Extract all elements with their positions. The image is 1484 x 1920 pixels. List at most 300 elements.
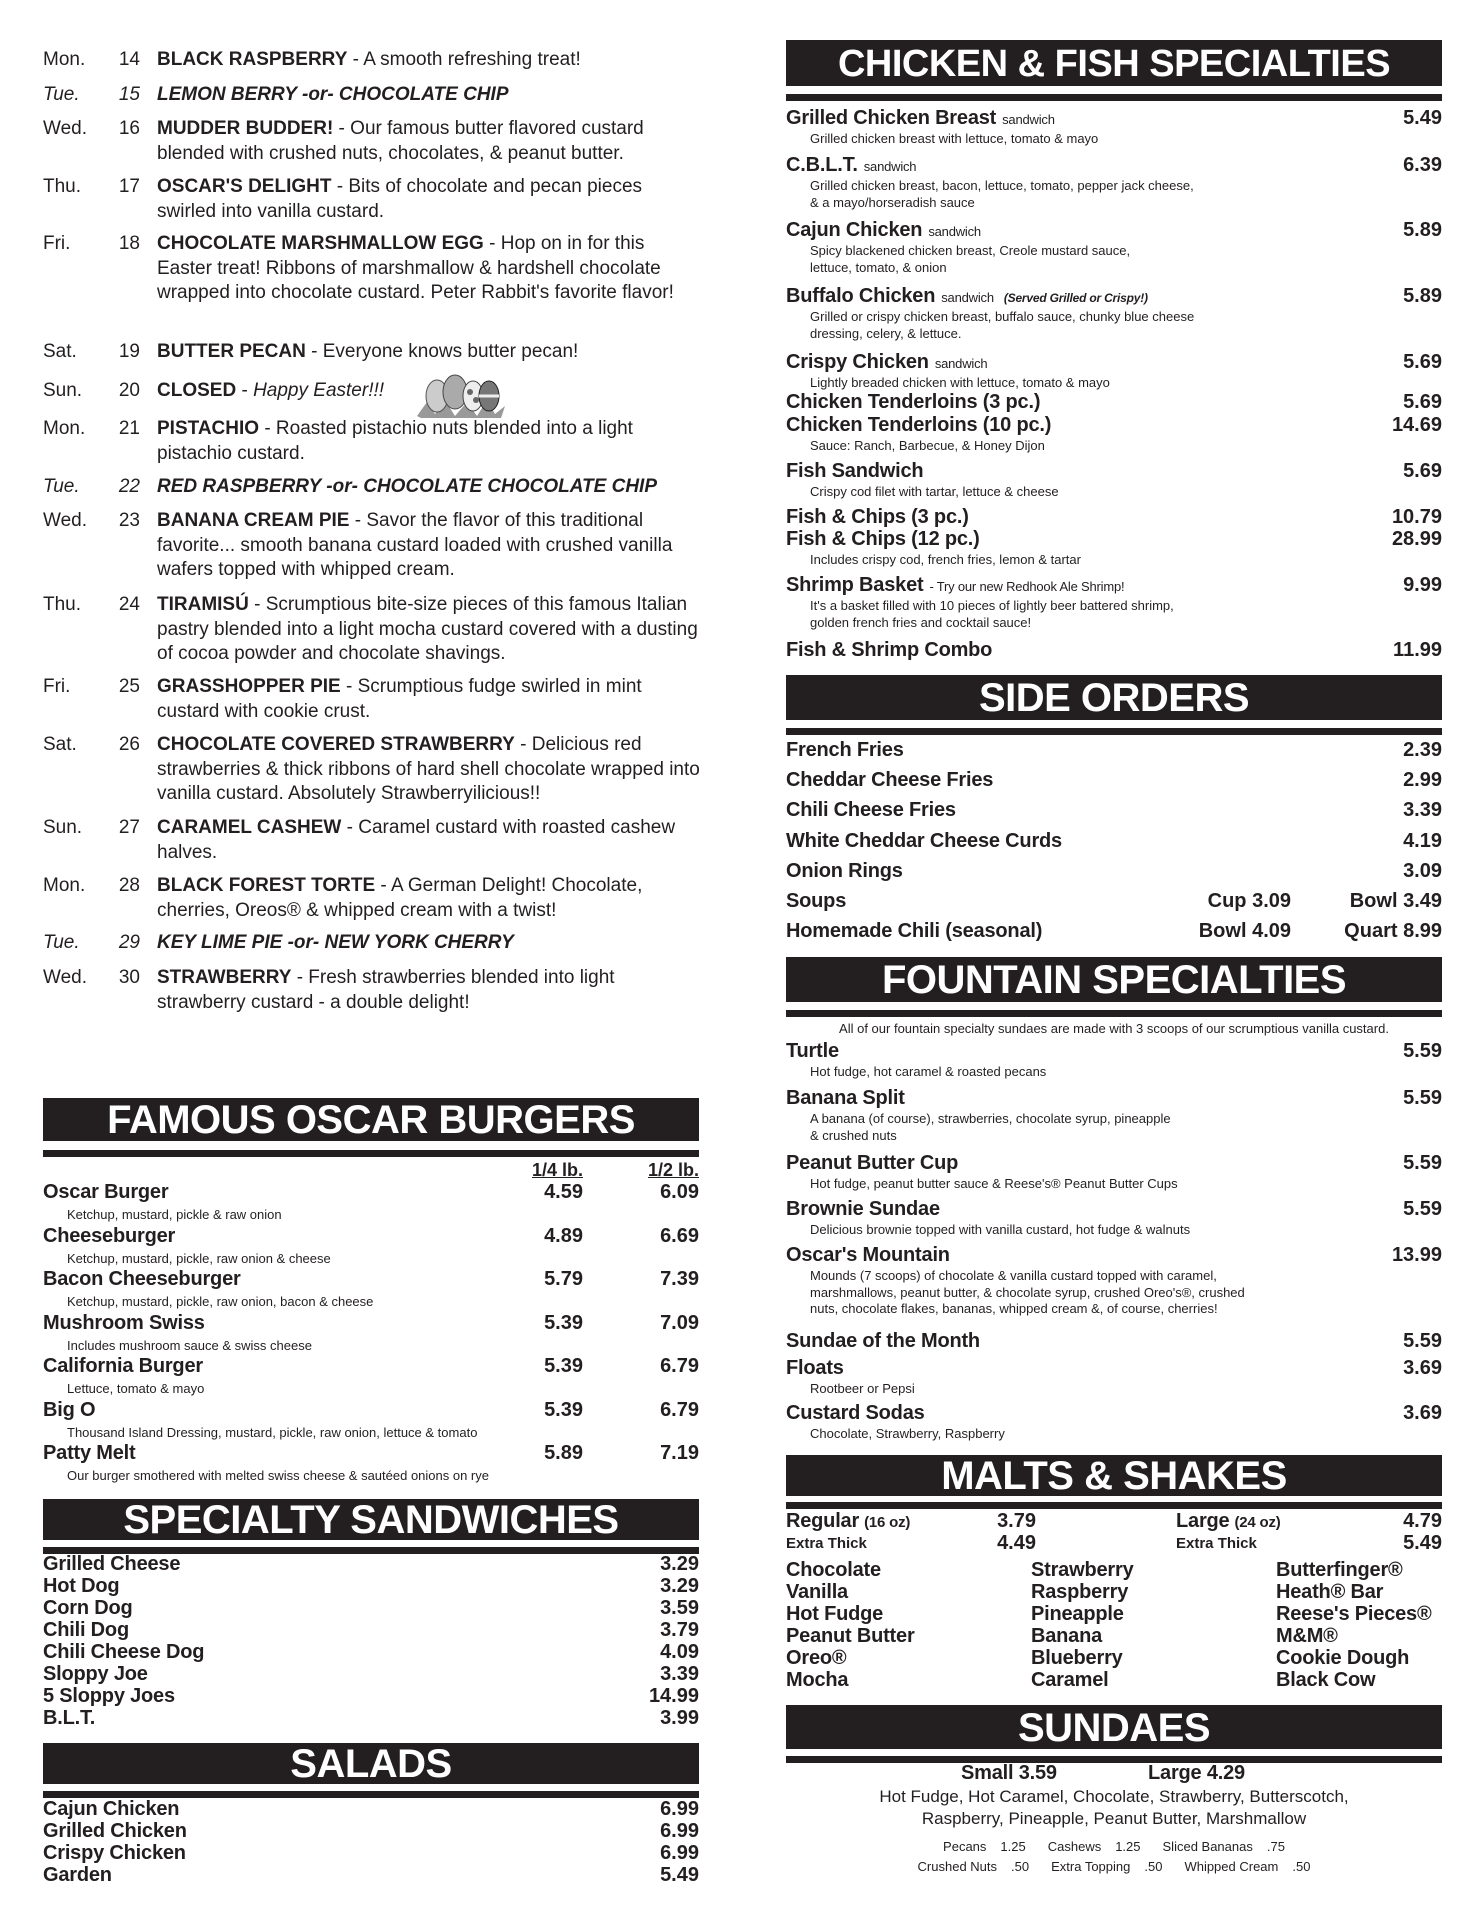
side-price: Quart 8.99: [1344, 920, 1442, 943]
menu-item-price: 3.69: [1403, 1357, 1442, 1379]
calendar-date: 20: [118, 380, 140, 401]
flavor-description: - Scrumptious bite-size pieces of this famous Italian pastry blended into a light mocha custard covered with a dusting of cocoa powder and chocolate shavings.: [157, 594, 698, 664]
menu-item-price: 28.99: [1391, 528, 1442, 550]
calendar-day: Sun.: [43, 817, 83, 838]
item-name: Fish & Chips (3 pc.): [786, 506, 969, 528]
item-name: Floats: [786, 1357, 844, 1379]
shake-flavor: Chocolate: [786, 1559, 881, 1581]
burger-name: Bacon Cheeseburger: [43, 1268, 241, 1290]
menu-item-name: [786, 1244, 950, 1267]
flavor-description: - Roasted pistachio nuts blended into a light pistachio custard.: [157, 418, 633, 464]
menu-item-description: golden french fries and cocktail sauce!: [810, 614, 1032, 630]
burger-price-half: 7.19: [660, 1442, 699, 1464]
burger-name: Cheeseburger: [43, 1224, 176, 1247]
menu-item-name: [786, 506, 969, 529]
menu-item-description: Sauce: Ranch, Barbecue, & Honey Dijon: [810, 438, 1045, 453]
menu-item-name: [786, 460, 923, 483]
menu-item-price: 10.79: [1391, 506, 1442, 528]
menu-item-name: Chili Dog: [43, 1619, 129, 1641]
menu-item-name: [786, 154, 916, 177]
section-rule: [43, 1791, 699, 1798]
item-name: Turtle: [786, 1040, 839, 1062]
flavor-name: KEY LIME PIE -or- NEW YORK CHERRY: [157, 932, 514, 953]
flavor-description: - A smooth refreshing treat!: [347, 49, 581, 70]
menu-item-description: A banana (of course), strawberries, chocolate syrup, pineapple: [810, 1111, 1171, 1126]
menu-item-description: Crispy cod filet with tartar, lettuce & cheese: [810, 484, 1059, 499]
calendar-flavor-entry: [157, 417, 702, 466]
menu-item-name: Sloppy Joe: [43, 1663, 148, 1685]
side-name: Homemade Chili (seasonal): [786, 920, 1043, 943]
shake-flavor: Hot Fudge: [786, 1603, 884, 1625]
menu-item-price: 6.99: [660, 1820, 699, 1842]
flavor-description: - Caramel custard with roasted cashew halves.: [157, 817, 676, 863]
calendar-flavor-entry: [157, 232, 702, 306]
menu-item-name: [786, 351, 987, 374]
item-name: Sundae of the Month: [786, 1330, 980, 1352]
calendar-day: Mon.: [43, 49, 86, 70]
item-suffix: sandwich: [941, 290, 994, 305]
flavor-name: CLOSED: [157, 380, 237, 401]
menu-item-price: 5.69: [1403, 351, 1442, 373]
burger-description: Our burger smothered with melted swiss cheese & sautéed onions on rye: [67, 1468, 489, 1483]
menu-item-price: 5.59: [1403, 1330, 1442, 1352]
shake-flavor: Vanilla: [786, 1581, 848, 1603]
addon-name: Crushed Nuts: [917, 1859, 998, 1874]
menu-item-name: Corn Dog: [43, 1597, 133, 1619]
calendar-day: Tue.: [43, 932, 80, 953]
calendar-flavor-entry: [157, 593, 702, 667]
menu-item-description: Delicious brownie topped with vanilla custard, hot fudge & walnuts: [810, 1222, 1191, 1237]
burger-price-quarter: 5.39: [544, 1355, 583, 1377]
extra-thick-label: Extra Thick: [1176, 1535, 1257, 1552]
menu-item-description: Mounds (7 scoops) of chocolate & vanilla custard topped with caramel,: [810, 1268, 1217, 1283]
menu-item-price: 3.79: [660, 1619, 699, 1641]
item-name: Fish Sandwich: [786, 460, 924, 482]
burger-name: Oscar Burger: [43, 1181, 169, 1203]
shake-flavor: Heath® Bar: [1276, 1581, 1384, 1603]
item-name: Shrimp Basket: [786, 574, 924, 596]
item-suffix: sandwich: [928, 224, 981, 239]
calendar-flavor-entry: [157, 340, 702, 365]
calendar-date: 15: [118, 84, 140, 105]
menu-item-price: 5.89: [1403, 219, 1442, 241]
burger-name: Mushroom Swiss: [43, 1311, 205, 1334]
regular-extra-thick-price: 4.49: [997, 1532, 1036, 1554]
shake-flavor: Oreo®: [786, 1647, 847, 1669]
burger-price-quarter: 5.39: [544, 1311, 583, 1334]
addon-price: .50: [1292, 1859, 1311, 1874]
calendar-flavor-entry: [157, 874, 702, 923]
flavor-name: OSCAR'S DELIGHT: [157, 176, 332, 197]
addon-name: Sliced Bananas: [1162, 1839, 1253, 1854]
shake-flavor: Reese's Pieces®: [1276, 1603, 1432, 1625]
addon-row: [786, 1859, 1442, 1874]
calendar-day: Sun.: [43, 380, 83, 401]
section-header: SPECIALTY SANDWICHES: [43, 1499, 699, 1540]
addon-price: 1.25: [1000, 1839, 1026, 1854]
burger-price-half: 7.39: [660, 1268, 699, 1290]
menu-item-price: 5.89: [1403, 285, 1442, 307]
calendar-day: Sat.: [43, 734, 77, 755]
side-name: White Cheddar Cheese Curds: [786, 829, 1062, 852]
menu-item-price: 5.69: [1403, 391, 1442, 413]
calendar-day: Thu.: [43, 176, 82, 197]
menu-item-name: B.L.T.: [43, 1707, 96, 1729]
calendar-flavor-entry: [157, 816, 702, 865]
menu-item-description: nuts, chocolate flakes, bananas, whipped cream &, of course, cherries!: [810, 1301, 1218, 1316]
menu-item-description: Hot fudge, peanut butter sauce & Reese's® Peanut Butter Cups: [810, 1176, 1178, 1191]
flavor-name: RED RASPBERRY -or- CHOCOLATE CHOCOLATE CHIP: [157, 476, 658, 497]
calendar-date: 21: [118, 418, 140, 439]
calendar-date: 30: [118, 967, 140, 988]
menu-item-price: 3.59: [660, 1597, 699, 1619]
menu-item-price: 11.99: [1393, 639, 1442, 661]
menu-item-name: [786, 528, 980, 551]
item-name: Chicken Tenderloins (3 pc.): [786, 391, 1041, 413]
menu-item-description: Includes crispy cod, french fries, lemon & tartar: [810, 552, 1081, 567]
burger-price-half: 6.79: [660, 1355, 699, 1377]
calendar-date: 19: [118, 341, 140, 362]
item-name: Crispy Chicken: [786, 351, 929, 373]
sundae-toppings: Hot Fudge, Hot Caramel, Chocolate, Strawberry, Butterscotch,: [879, 1787, 1349, 1806]
menu-item-name: [786, 391, 1040, 414]
burger-description: Lettuce, tomato & mayo: [67, 1381, 205, 1396]
menu-item-name: 5 Sloppy Joes: [43, 1685, 175, 1707]
flavor-description: -: [236, 380, 254, 401]
large-size-label: [1176, 1510, 1281, 1533]
burger-name: Patty Melt: [43, 1442, 136, 1464]
menu-item-price: 5.59: [1403, 1040, 1442, 1062]
burger-price-quarter: 5.79: [544, 1268, 583, 1290]
menu-item-name: Grilled Cheese: [43, 1553, 181, 1575]
burger-price-quarter: 4.59: [544, 1181, 583, 1203]
addon-price: .50: [1011, 1859, 1030, 1874]
menu-item-name: [786, 1152, 958, 1175]
menu-item-description: Rootbeer or Pepsi: [810, 1381, 915, 1396]
calendar-date: 29: [118, 932, 140, 953]
burger-price-quarter: 5.89: [544, 1442, 583, 1464]
flavor-name: PISTACHIO: [157, 418, 260, 439]
shake-flavor: Banana: [1031, 1625, 1103, 1647]
menu-item-price: 5.59: [1403, 1152, 1442, 1174]
sundae-large-price: Large 4.29: [1148, 1762, 1245, 1784]
flavor-description: - Delicious red strawberries & thick ribbons of hard shell chocolate wrapped into vanilla custard. Absolutely Strawberryilicious!!: [157, 734, 700, 804]
side-name: Onion Rings: [786, 859, 903, 882]
item-note: (Served Grilled or Crispy!): [1003, 291, 1148, 305]
item-name: Chicken Tenderloins (10 pc.): [786, 414, 1052, 436]
menu-item-description: It's a basket filled with 10 pieces of lightly beer battered shrimp,: [810, 598, 1174, 613]
calendar-date: 27: [118, 817, 140, 838]
item-suffix: sandwich: [934, 356, 988, 371]
menu-item-name: [786, 285, 1148, 308]
menu-item-description: & crushed nuts: [810, 1127, 897, 1143]
menu-item-description: Grilled or crispy chicken breast, buffalo sauce, chunky blue cheese: [810, 309, 1195, 324]
calendar-date: 26: [118, 734, 140, 755]
section-rule: [786, 1502, 1442, 1509]
menu-item-price: 5.59: [1403, 1198, 1442, 1220]
calendar-flavor-entry: [157, 83, 702, 108]
side-option-price: Bowl 4.09: [1198, 920, 1291, 943]
menu-item-price: 3.69: [1403, 1402, 1442, 1424]
menu-item-description: Lightly breaded chicken with lettuce, tomato & mayo: [810, 375, 1110, 390]
menu-item-price: 14.99: [648, 1685, 699, 1707]
flavor-name: MUDDER BUDDER!: [157, 118, 334, 139]
menu-item-price: 9.99: [1403, 574, 1442, 596]
shake-flavor: Butterfinger®: [1276, 1559, 1403, 1581]
addon-name: Pecans: [943, 1839, 987, 1854]
flavor-description: - Bits of chocolate and pecan pieces swirled into vanilla custard.: [157, 176, 643, 222]
calendar-date: 17: [118, 176, 140, 197]
calendar-day: Mon.: [43, 418, 86, 439]
shake-flavor: Mocha: [786, 1669, 849, 1691]
addon-name: Cashews: [1047, 1839, 1102, 1854]
calendar-flavor-entry: [157, 675, 702, 724]
menu-item-name: Crispy Chicken: [43, 1842, 186, 1864]
calendar-flavor-entry: [157, 475, 702, 500]
burger-description: Ketchup, mustard, pickle & raw onion: [67, 1207, 282, 1222]
menu-item-name: Hot Dog: [43, 1575, 120, 1597]
sundae-small-price: Small 3.59: [961, 1762, 1057, 1784]
shake-flavor: Peanut Butter: [786, 1625, 915, 1647]
section-header: CHICKEN & FISH SPECIALTIES: [786, 40, 1442, 86]
item-name: Buffalo Chicken: [786, 285, 936, 307]
calendar-date: 14: [118, 49, 140, 70]
menu-item-price: 6.99: [660, 1842, 699, 1864]
menu-item-description: Grilled chicken breast with lettuce, tomato & mayo: [810, 131, 1099, 146]
shake-flavor: Strawberry: [1031, 1559, 1134, 1581]
addon-price: .50: [1144, 1859, 1163, 1874]
item-name: C.B.L.T.: [786, 154, 858, 176]
column-header-half-lb: 1/2 lb.: [647, 1160, 699, 1180]
burger-price-half: 6.69: [660, 1224, 699, 1247]
section-header: FAMOUS OSCAR BURGERS: [43, 1098, 699, 1141]
side-name: French Fries: [786, 739, 904, 761]
calendar-date: 25: [118, 676, 140, 697]
flavor-description: - Fresh strawberries blended into light strawberry custard - a double delight!: [157, 967, 615, 1013]
side-option-price: Cup 3.09: [1207, 890, 1291, 912]
flavor-description: - A German Delight! Chocolate, cherries, Oreos® & whipped cream with a twist!: [157, 875, 643, 921]
shake-flavor: Black Cow: [1276, 1669, 1376, 1691]
flavor-name: BLACK RASPBERRY: [157, 49, 348, 70]
side-price: 4.19: [1403, 829, 1442, 852]
menu-item-name: [786, 1198, 940, 1221]
menu-item-price: 3.39: [660, 1663, 699, 1685]
addon-name: Whipped Cream: [1184, 1859, 1279, 1874]
flavor-name: GRASSHOPPER PIE: [157, 676, 341, 697]
menu-item-name: [786, 219, 981, 242]
size-oz: (24 oz): [1234, 1514, 1281, 1531]
menu-item-name: Garden: [43, 1864, 112, 1886]
calendar-flavor-entry: [157, 117, 702, 166]
easter-eggs-icon: [415, 372, 507, 420]
menu-item-name: Cajun Chicken: [43, 1798, 180, 1820]
item-name: Grilled Chicken Breast: [786, 107, 997, 129]
regular-price: 3.79: [997, 1510, 1036, 1532]
shake-flavor: Blueberry: [1031, 1647, 1123, 1669]
item-name: Cajun Chicken: [786, 219, 923, 241]
flavor-name: BUTTER PECAN: [157, 341, 306, 362]
calendar-date: 22: [118, 476, 140, 497]
calendar-date: 28: [118, 875, 140, 896]
calendar-date: 16: [118, 118, 140, 139]
burger-name: Big O: [43, 1398, 96, 1421]
section-rule: [786, 1010, 1442, 1017]
item-name: Custard Sodas: [786, 1402, 925, 1424]
item-name: Banana Split: [786, 1087, 905, 1109]
item-suffix: sandwich: [1002, 112, 1055, 127]
flavor-name: BANANA CREAM PIE: [157, 510, 350, 531]
burger-price-quarter: 5.39: [544, 1398, 583, 1421]
flavor-name: LEMON BERRY -or- CHOCOLATE CHIP: [157, 84, 509, 105]
calendar-day: Sat.: [43, 341, 77, 362]
section-rule: [786, 1756, 1442, 1763]
menu-item-price: 13.99: [1391, 1244, 1442, 1266]
calendar-day: Wed.: [43, 510, 88, 531]
menu-item-price: 5.49: [1403, 107, 1442, 129]
menu-item-price: 6.99: [660, 1798, 699, 1820]
flavor-name: CHOCOLATE MARSHMALLOW EGG: [157, 233, 484, 254]
calendar-day: Mon.: [43, 875, 86, 896]
burger-description: Thousand Island Dressing, mustard, pickle, raw onion, lettuce & tomato: [67, 1424, 478, 1440]
calendar-date: 23: [118, 510, 140, 531]
calendar-day: Thu.: [43, 594, 82, 615]
menu-item-price: 3.99: [660, 1707, 699, 1729]
fountain-note: All of our fountain specialty sundaes are made with 3 scoops of our scrumptious vanilla custard.: [839, 1021, 1389, 1036]
item-suffix: sandwich: [863, 159, 917, 174]
addon-row: [786, 1839, 1442, 1854]
calendar-flavor-entry: [157, 966, 702, 1015]
menu-item-price: 3.29: [660, 1553, 699, 1575]
item-name: Oscar's Mountain: [786, 1244, 950, 1266]
burger-price-half: 6.09: [660, 1181, 699, 1203]
calendar-day: Tue.: [43, 84, 80, 105]
menu-item-price: 5.49: [660, 1864, 699, 1886]
calendar-flavor-entry: [157, 175, 702, 224]
menu-item-description: Spicy blackened chicken breast, Creole mustard sauce,: [810, 243, 1131, 258]
section-header: SALADS: [43, 1743, 699, 1784]
burger-price-half: 7.09: [660, 1311, 699, 1334]
shake-flavor: Pineapple: [1031, 1603, 1124, 1625]
calendar-day: Wed.: [43, 967, 88, 988]
menu-item-name: Grilled Chicken: [43, 1820, 187, 1842]
side-price: 3.39: [1403, 799, 1442, 822]
flavor-description: - Hop on in for this Easter treat! Ribbons of marshmallow & hardshell chocolate wrapped into chocolate custard. Peter Rabbit's favorite flavor!: [157, 233, 674, 303]
item-name: Brownie Sundae: [786, 1198, 940, 1220]
menu-item-price: 4.09: [660, 1641, 699, 1663]
menu-item-name: Chili Cheese Dog: [43, 1641, 205, 1663]
menu-item-name: [786, 414, 1051, 437]
menu-item-price: 3.29: [660, 1575, 699, 1597]
menu-item-name: [786, 1087, 905, 1110]
calendar-day: Tue.: [43, 476, 80, 497]
flavor-description: - Everyone knows butter pecan!: [305, 341, 579, 362]
addon-price: 1.25: [1115, 1839, 1141, 1854]
addon-name: Extra Topping: [1051, 1859, 1131, 1874]
flavor-name: TIRAMISÚ: [157, 594, 249, 615]
menu-item-price: 5.69: [1403, 460, 1442, 482]
menu-item-description: Chocolate, Strawberry, Raspberry: [810, 1426, 1005, 1441]
menu-item-description: dressing, celery, & lettuce.: [810, 325, 962, 341]
menu-item-description: Hot fudge, hot caramel & roasted pecans: [810, 1064, 1047, 1079]
menu-item-description: Grilled chicken breast, bacon, lettuce, tomato, pepper jack cheese,: [810, 178, 1194, 193]
item-name: Peanut Butter Cup: [786, 1152, 959, 1174]
burger-description: Ketchup, mustard, pickle, raw onion, bacon & cheese: [67, 1294, 374, 1309]
menu-item-price: 6.39: [1403, 154, 1442, 176]
extra-thick-label: Extra Thick: [786, 1535, 867, 1552]
side-price: 2.99: [1403, 769, 1442, 792]
calendar-day: Wed.: [43, 118, 88, 139]
column-header-quarter-lb: 1/4 lb.: [531, 1160, 583, 1180]
menu-item-name: [786, 574, 1124, 597]
item-name: Fish & Chips (12 pc.): [786, 528, 980, 550]
menu-item-name: [786, 1357, 844, 1380]
menu-item-description: lettuce, tomato, & onion: [810, 259, 947, 275]
calendar-flavor-entry: [157, 931, 702, 956]
section-header: FOUNTAIN SPECIALTIES: [786, 957, 1442, 1002]
burger-price-quarter: 4.89: [544, 1224, 583, 1247]
calendar-flavor-entry: [157, 48, 702, 73]
flavor-name: BLACK FOREST TORTE: [157, 875, 376, 896]
side-name: Cheddar Cheese Fries: [786, 769, 994, 792]
section-rule: [786, 94, 1442, 101]
burger-price-half: 6.79: [660, 1398, 699, 1421]
calendar-flavor-entry: [157, 733, 702, 807]
shake-flavor: Raspberry: [1031, 1581, 1129, 1603]
side-name: Chili Cheese Fries: [786, 799, 956, 822]
calendar-day: Fri.: [43, 233, 71, 254]
large-extra-thick-price: 5.49: [1403, 1532, 1442, 1554]
flavor-name: CARAMEL CASHEW: [157, 817, 342, 838]
burger-name: California Burger: [43, 1355, 203, 1377]
section-rule: [786, 728, 1442, 735]
section-header: SIDE ORDERS: [786, 675, 1442, 720]
shake-flavor: Caramel: [1031, 1669, 1109, 1691]
side-name: Soups: [786, 890, 847, 912]
closed-note: Happy Easter!!!: [253, 380, 385, 401]
sundae-toppings: Raspberry, Pineapple, Peanut Butter, Marshmallow: [921, 1809, 1307, 1828]
menu-item-name: [786, 639, 992, 662]
flavor-description: - Savor the flavor of this traditional favorite... smooth banana custard loaded with crushed vanilla wafers topped with whipped cream.: [157, 510, 673, 580]
menu-item-name: [786, 107, 1055, 130]
section-header: SUNDAES: [786, 1705, 1442, 1749]
menu-item-price: 5.59: [1403, 1087, 1442, 1109]
flavor-description: - Our famous butter flavored custard blended with crushed nuts, chocolates, & peanut butter.: [157, 118, 644, 164]
shake-flavor: M&M®: [1276, 1625, 1338, 1647]
flavor-name: STRAWBERRY: [157, 967, 292, 988]
item-name: Fish & Shrimp Combo: [786, 639, 993, 661]
menu-item-name: [786, 1330, 980, 1353]
item-suffix: - Try our new Redhook Ale Shrimp!: [929, 579, 1125, 594]
menu-item-name: [786, 1402, 925, 1425]
menu-item-name: [786, 1040, 839, 1063]
shake-flavor: Cookie Dough: [1276, 1647, 1410, 1669]
flavor-name: CHOCOLATE COVERED STRAWBERRY: [157, 734, 515, 755]
menu-item-description: marshmallows, peanut butter, & chocolate syrup, crushed Oreo's®, crushed: [810, 1284, 1245, 1300]
large-price: 4.79: [1403, 1510, 1442, 1532]
burger-description: Ketchup, mustard, pickle, raw onion & cheese: [67, 1250, 331, 1266]
burger-description: Includes mushroom sauce & swiss cheese: [67, 1337, 312, 1353]
regular-size-label: [786, 1510, 910, 1533]
size-oz: (16 oz): [864, 1514, 911, 1531]
size-label: Large: [1176, 1510, 1230, 1532]
flavor-description: - Scrumptious fudge swirled in mint custard with cookie crust.: [157, 676, 642, 722]
calendar-date: 18: [118, 233, 140, 254]
side-price: Bowl 3.49: [1349, 890, 1442, 912]
calendar-date: 24: [118, 594, 140, 615]
calendar-day: Fri.: [43, 676, 71, 697]
menu-item-price: 14.69: [1391, 414, 1442, 436]
section-header: MALTS & SHAKES: [786, 1455, 1442, 1496]
